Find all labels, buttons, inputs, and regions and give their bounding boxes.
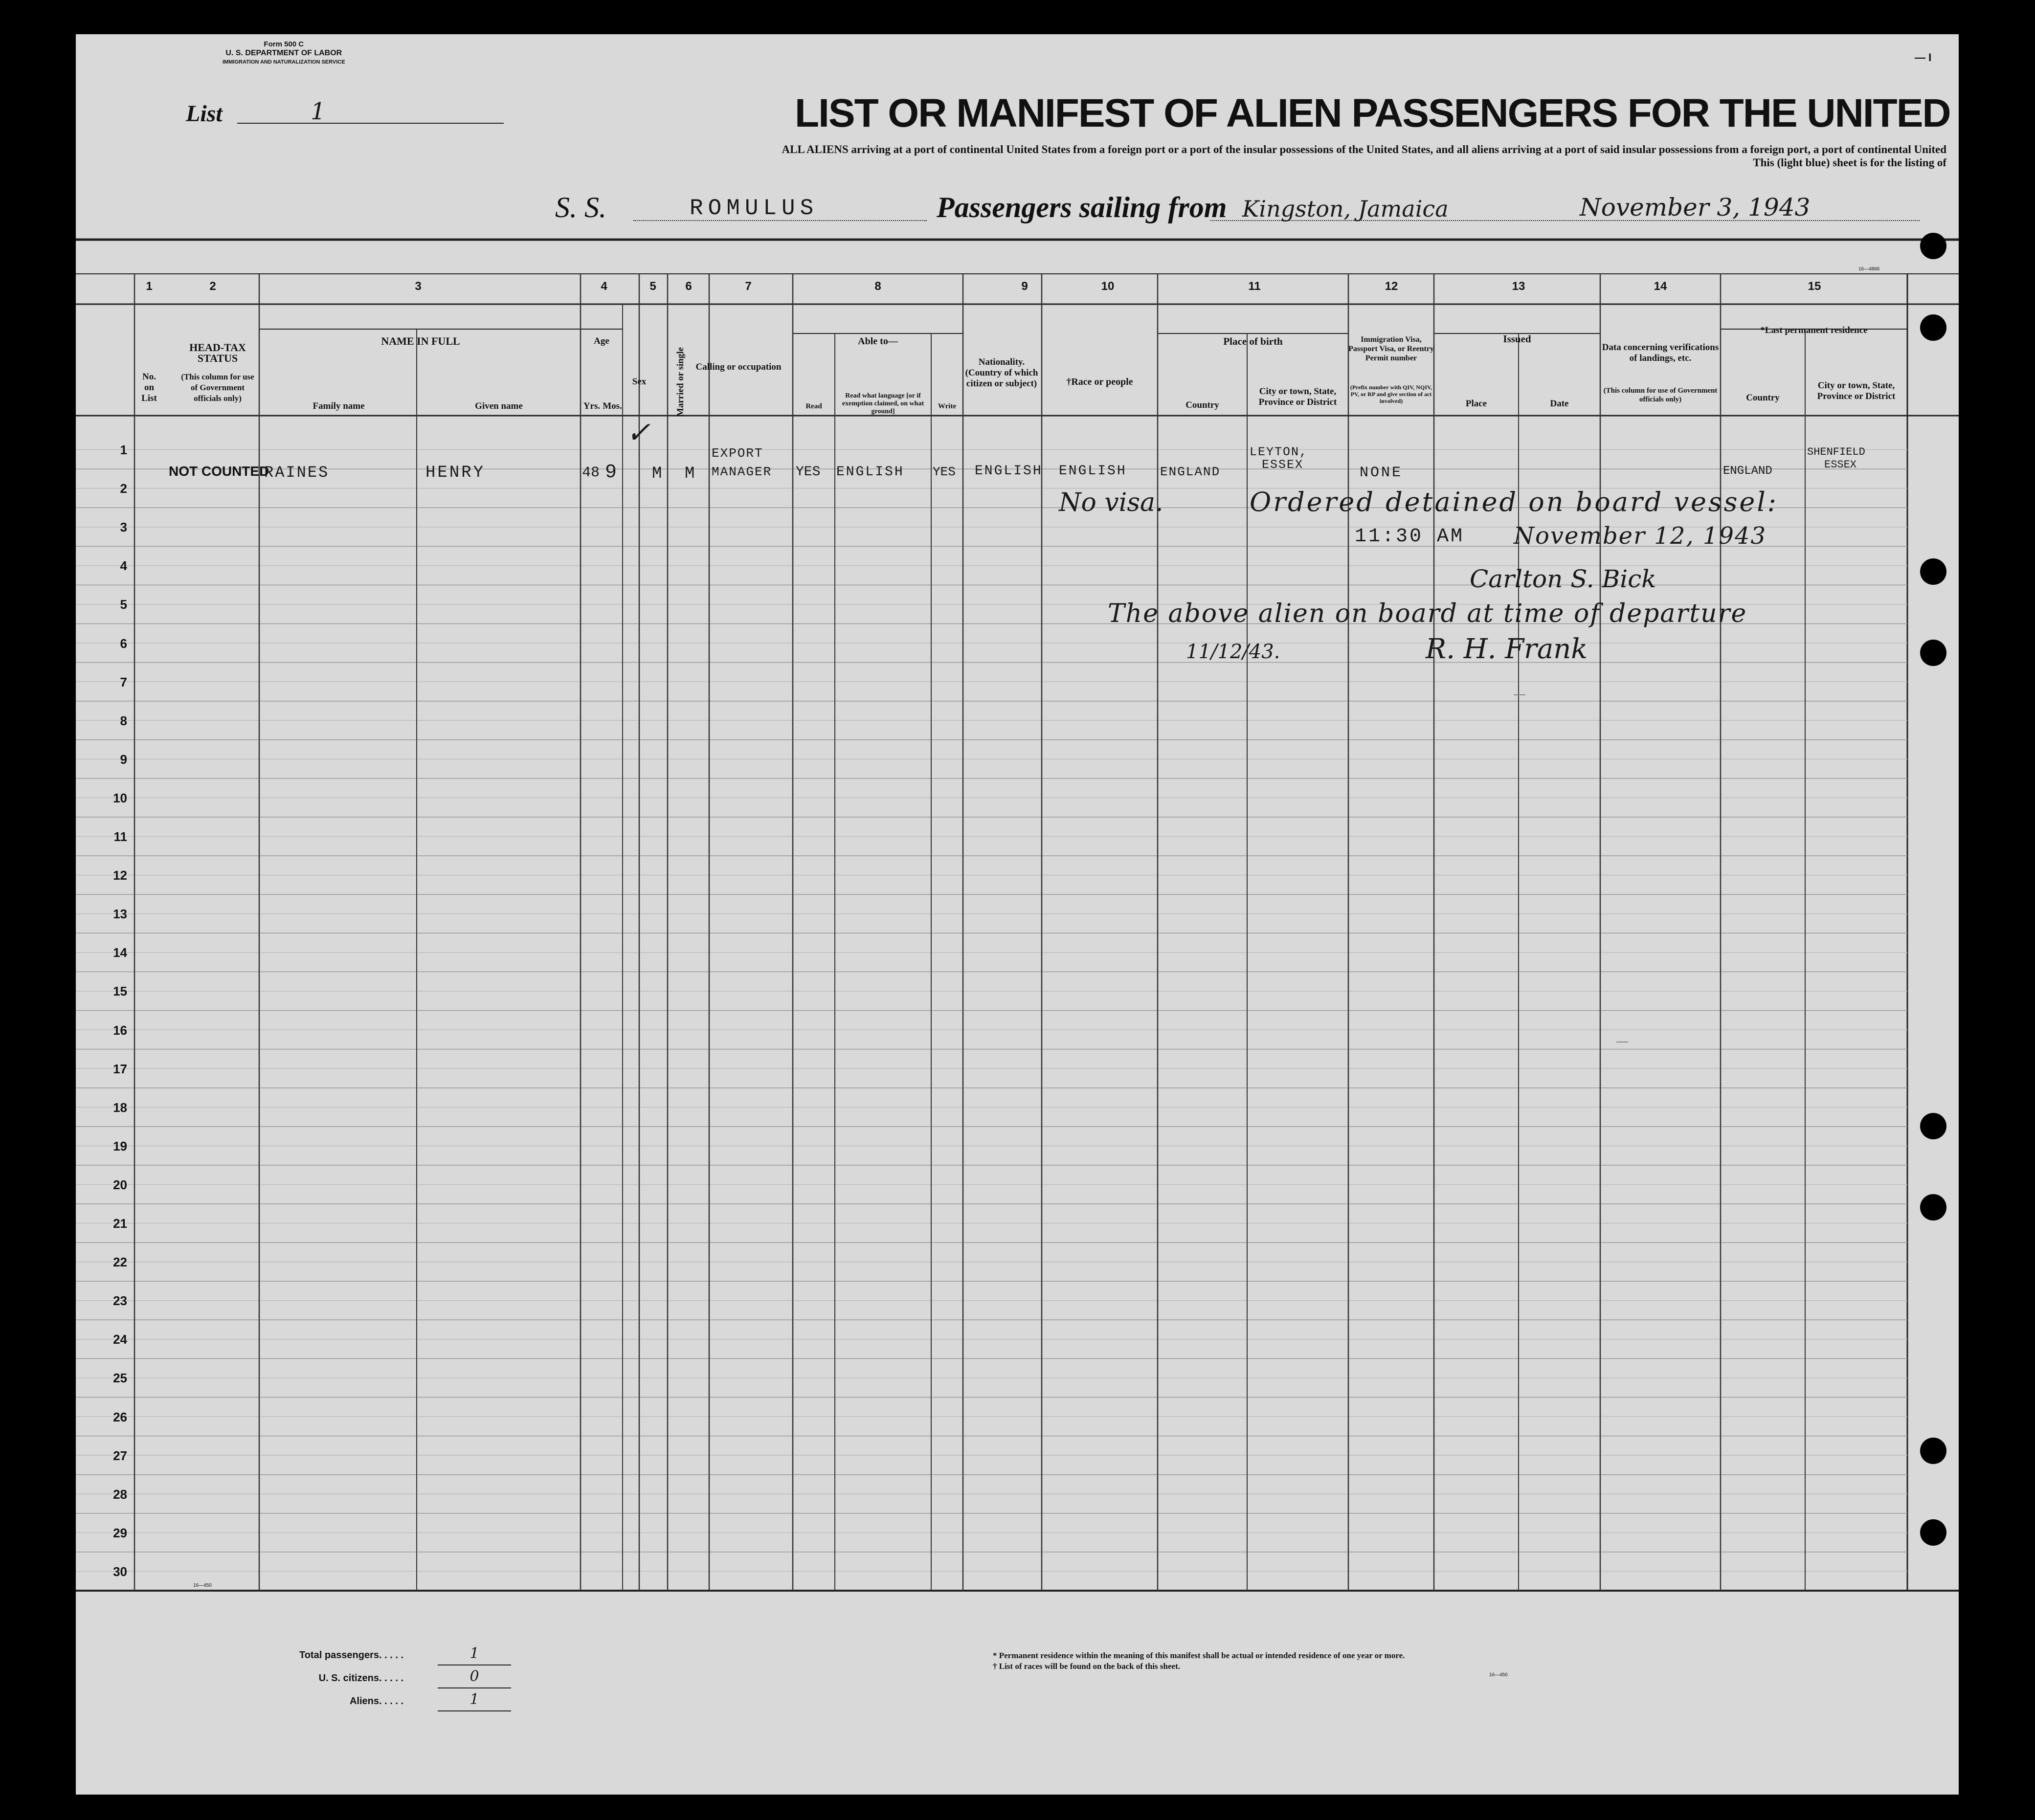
row-number: 20 (113, 1177, 127, 1192)
form-service: IMMIGRATION AND NATURALIZATION SERVICE (223, 59, 345, 65)
row-number: 29 (113, 1525, 127, 1540)
birth-city-line-1: LEYTON, (1250, 445, 1308, 459)
col-num-12: 12 (1385, 280, 1398, 293)
header-married-single: Married or single (675, 347, 686, 417)
nationality: ENGLISH (975, 464, 1043, 479)
col-num-9: 9 (1021, 280, 1028, 293)
col-num-11: 11 (1248, 280, 1261, 293)
row-number: 14 (113, 945, 127, 960)
birth-city (1250, 446, 1308, 471)
race: ENGLISH (1059, 464, 1127, 479)
sheet-code-bottom-left: 16—450 (193, 1583, 212, 1588)
header-read-language: Read what language [or if exemption claimed, on what ground] (842, 392, 924, 415)
punch-hole-3 (1920, 558, 1946, 585)
birth-city-line-2: ESSEX (1262, 458, 1304, 472)
header-issued: Issued (1503, 333, 1531, 345)
marital-status: M (685, 465, 695, 483)
can-read: YES (796, 465, 821, 480)
sex: M (652, 465, 662, 483)
col-num-13: 13 (1512, 280, 1525, 293)
col-num-1: 1 (146, 280, 153, 293)
annotation-time: 11:30 AM (1355, 526, 1465, 548)
family-name: RAINES (264, 464, 330, 482)
manifest-sheet (76, 34, 1959, 1795)
header-place-of-birth: Place of birth (1223, 335, 1283, 347)
punch-hole-6 (1920, 1194, 1946, 1221)
annotation-short-date: 11/12/43. (1186, 641, 1280, 663)
row-number: 28 (113, 1487, 127, 1502)
age-years: 48 (582, 465, 600, 481)
row-number: 18 (113, 1100, 127, 1115)
aliens-dots: . . . . . (379, 1696, 404, 1707)
total-passengers-row (271, 1643, 511, 1666)
aliens-row (271, 1689, 511, 1712)
sheet-code-bottom: 16—450 (1489, 1672, 1508, 1678)
aliens-label: Aliens (349, 1696, 379, 1707)
signature-2: R. H. Frank (1426, 633, 1588, 665)
given-name: HENRY (425, 464, 486, 482)
manifest-grid (76, 34, 1959, 1795)
row-number: 13 (113, 907, 127, 922)
sheet-code-top: 16—4866 (1858, 266, 1880, 272)
annotation-on-board: The above alien on board at time of departure (1108, 599, 1747, 628)
row-number: 4 (120, 558, 127, 574)
departure-date: November 3, 1943 (1580, 193, 1811, 222)
header-age-mos: Mos. (603, 401, 622, 411)
header-calling: Calling or occupation (695, 362, 782, 372)
row-number: 11 (113, 829, 127, 844)
header-name-in-full: NAME IN FULL (381, 335, 460, 347)
header-residence-country: Country (1746, 393, 1780, 403)
birth-country: ENGLAND (1160, 465, 1221, 479)
footnotes (993, 1650, 1405, 1672)
header-age: Age (594, 336, 609, 346)
total-passengers-label: Total passengers (299, 1650, 379, 1661)
header-race: †Race or people (1066, 377, 1133, 387)
row-number: 17 (113, 1061, 127, 1076)
annotation-date: November 12, 1943 (1514, 522, 1767, 550)
occupation-line-2: MANAGER (712, 465, 772, 479)
row-number: 16 (113, 1022, 127, 1038)
punch-hole-7 (1920, 1438, 1946, 1464)
us-citizens-value: 0 (438, 1666, 511, 1688)
total-passengers-dots: . . . . . (379, 1650, 404, 1661)
header-birth-country: Country (1185, 400, 1219, 410)
header-read: Read (805, 402, 822, 410)
manifest-title: LIST OR MANIFEST OF ALIEN PASSENGERS FOR THE UNITED (795, 91, 1950, 135)
punch-hole-2 (1920, 314, 1946, 341)
col-num-7: 7 (745, 280, 752, 293)
row-number: 9 (120, 752, 127, 767)
col-num-14: 14 (1654, 280, 1667, 293)
sailing-label: Passengers sailing from (937, 191, 1227, 223)
row-number: 30 (113, 1564, 127, 1579)
totals-block (271, 1643, 511, 1712)
row-number: 3 (120, 520, 127, 535)
footnote-residence: * Permanent residence within the meaning of this manifest shall be actual or intended residence of one year or more. (993, 1651, 1405, 1660)
row-number: 26 (113, 1409, 127, 1424)
us-citizens-label: U. S. citizens (318, 1673, 379, 1684)
col-num-8: 8 (874, 280, 881, 293)
punch-hole-1 (1920, 233, 1946, 259)
header-sex: Sex (632, 377, 647, 387)
occupation-line-1: EXPORT (712, 446, 763, 461)
ship-name: ROMULUS (690, 196, 819, 221)
header-age-yrs: Yrs. (583, 401, 601, 411)
header-family-name: Family name (313, 401, 365, 411)
total-passengers-value: 1 (438, 1643, 511, 1665)
header-nationality: Nationality. (Country of which citizen or subject) (965, 357, 1038, 389)
list-number: 1 (311, 98, 326, 125)
header-no-on-list: No. on List (141, 372, 157, 403)
header-head-tax: HEAD-TAX STATUS (189, 341, 246, 364)
signature-1: Carlton S. Bick (1470, 565, 1656, 593)
row-number: 1 (120, 443, 127, 457)
row-number: 7 (120, 674, 127, 689)
col-num-10: 10 (1101, 280, 1115, 293)
row-number: 19 (113, 1138, 127, 1154)
stray-mark-2 (1616, 1042, 1628, 1043)
row-number: 27 (113, 1448, 127, 1463)
punch-hole-5 (1920, 1113, 1946, 1139)
corner-mark: — I (1915, 51, 1932, 64)
row-number: 5 (120, 597, 127, 612)
header-verifications: Data concerning verifications of landings, etc. (1602, 342, 1719, 363)
col-num-6: 6 (685, 280, 692, 293)
row-number: 25 (113, 1371, 127, 1386)
stray-mark-1 (1514, 694, 1525, 695)
row-number: 21 (113, 1216, 127, 1231)
header-immigration-visa: Immigration Visa, Passport Visa, or Reentry Permit number (1348, 335, 1434, 362)
subtitle-line-2: This (light blue) sheet is for the listing of (1753, 156, 1946, 169)
punch-hole-4 (1920, 640, 1946, 666)
visa-number: NONE (1360, 465, 1403, 481)
annotation-ordered-detained: Ordered detained on board vessel: (1250, 487, 1778, 517)
check-mark: ✓ (626, 416, 651, 450)
residence-city-line-1: SHENFIELD (1807, 446, 1865, 458)
read-language: ENGLISH (836, 465, 904, 480)
header-birth-city: City or town, State, Province or District (1258, 386, 1337, 407)
header-visa-note: (Prefix number with QIV, NQIV, PV, or RP and give section of act involved) (1350, 384, 1432, 404)
row-number: 12 (113, 868, 127, 883)
can-write: YES (933, 465, 956, 479)
header-write: Write (938, 402, 957, 410)
col-num-2: 2 (209, 280, 216, 293)
annotation-no-visa: No visa. (1059, 488, 1163, 517)
footnote-races: † List of races will be found on the back of this sheet. (993, 1662, 1180, 1671)
header-able-to: Able to— (858, 336, 898, 347)
col-num-3: 3 (415, 280, 422, 293)
residence-city (1807, 446, 1865, 471)
row-number: 6 (120, 636, 127, 651)
age-months: 9 (605, 462, 617, 484)
departure-port: Kingston, Jamaica (1242, 196, 1449, 222)
occupation (712, 444, 772, 481)
header-issued-place: Place (1465, 399, 1487, 409)
row-number: 2 (120, 481, 127, 496)
list-label: List (186, 101, 223, 127)
header-last-residence: *Last permanent residence (1760, 325, 1868, 335)
aliens-value: 1 (438, 1689, 511, 1711)
row-number: 22 (113, 1255, 127, 1270)
col-num-4: 4 (601, 280, 607, 293)
form-number: Form 500 C (264, 40, 304, 48)
row-number: 10 (113, 790, 127, 805)
row-number: 24 (113, 1332, 127, 1347)
ss-label: S. S. (555, 191, 606, 223)
row-number: 15 (113, 984, 127, 999)
col-num-15: 15 (1808, 280, 1821, 293)
row-number: 23 (113, 1293, 127, 1309)
header-verifications-note: (This column for use of Government officials only) (1603, 387, 1718, 403)
us-citizens-row (271, 1666, 511, 1689)
header-head-tax-note: (This column for use of Government officials only) (181, 372, 254, 403)
punch-hole-8 (1920, 1519, 1946, 1546)
subtitle-line-1: ALL ALIENS arriving at a port of continental United States from a foreign port or a port of the insular possessions of the United States, and all aliens arriving at a port of said insular possessions from a foreign port, a port of continental United (782, 143, 1946, 155)
form-department: U. S. DEPARTMENT OF LABOR (225, 49, 342, 57)
header-issued-date: Date (1550, 399, 1569, 409)
head-tax-status: NOT COUNTED (169, 464, 269, 479)
row-number: 8 (120, 713, 127, 728)
header-given-name: Given name (475, 401, 523, 411)
col-num-5: 5 (649, 280, 656, 293)
residence-country: ENGLAND (1723, 465, 1772, 478)
residence-city-line-2: ESSEX (1824, 459, 1857, 471)
header-residence-city: City or town, State, Province or District (1817, 380, 1896, 401)
us-citizens-dots: . . . . . (379, 1673, 404, 1684)
